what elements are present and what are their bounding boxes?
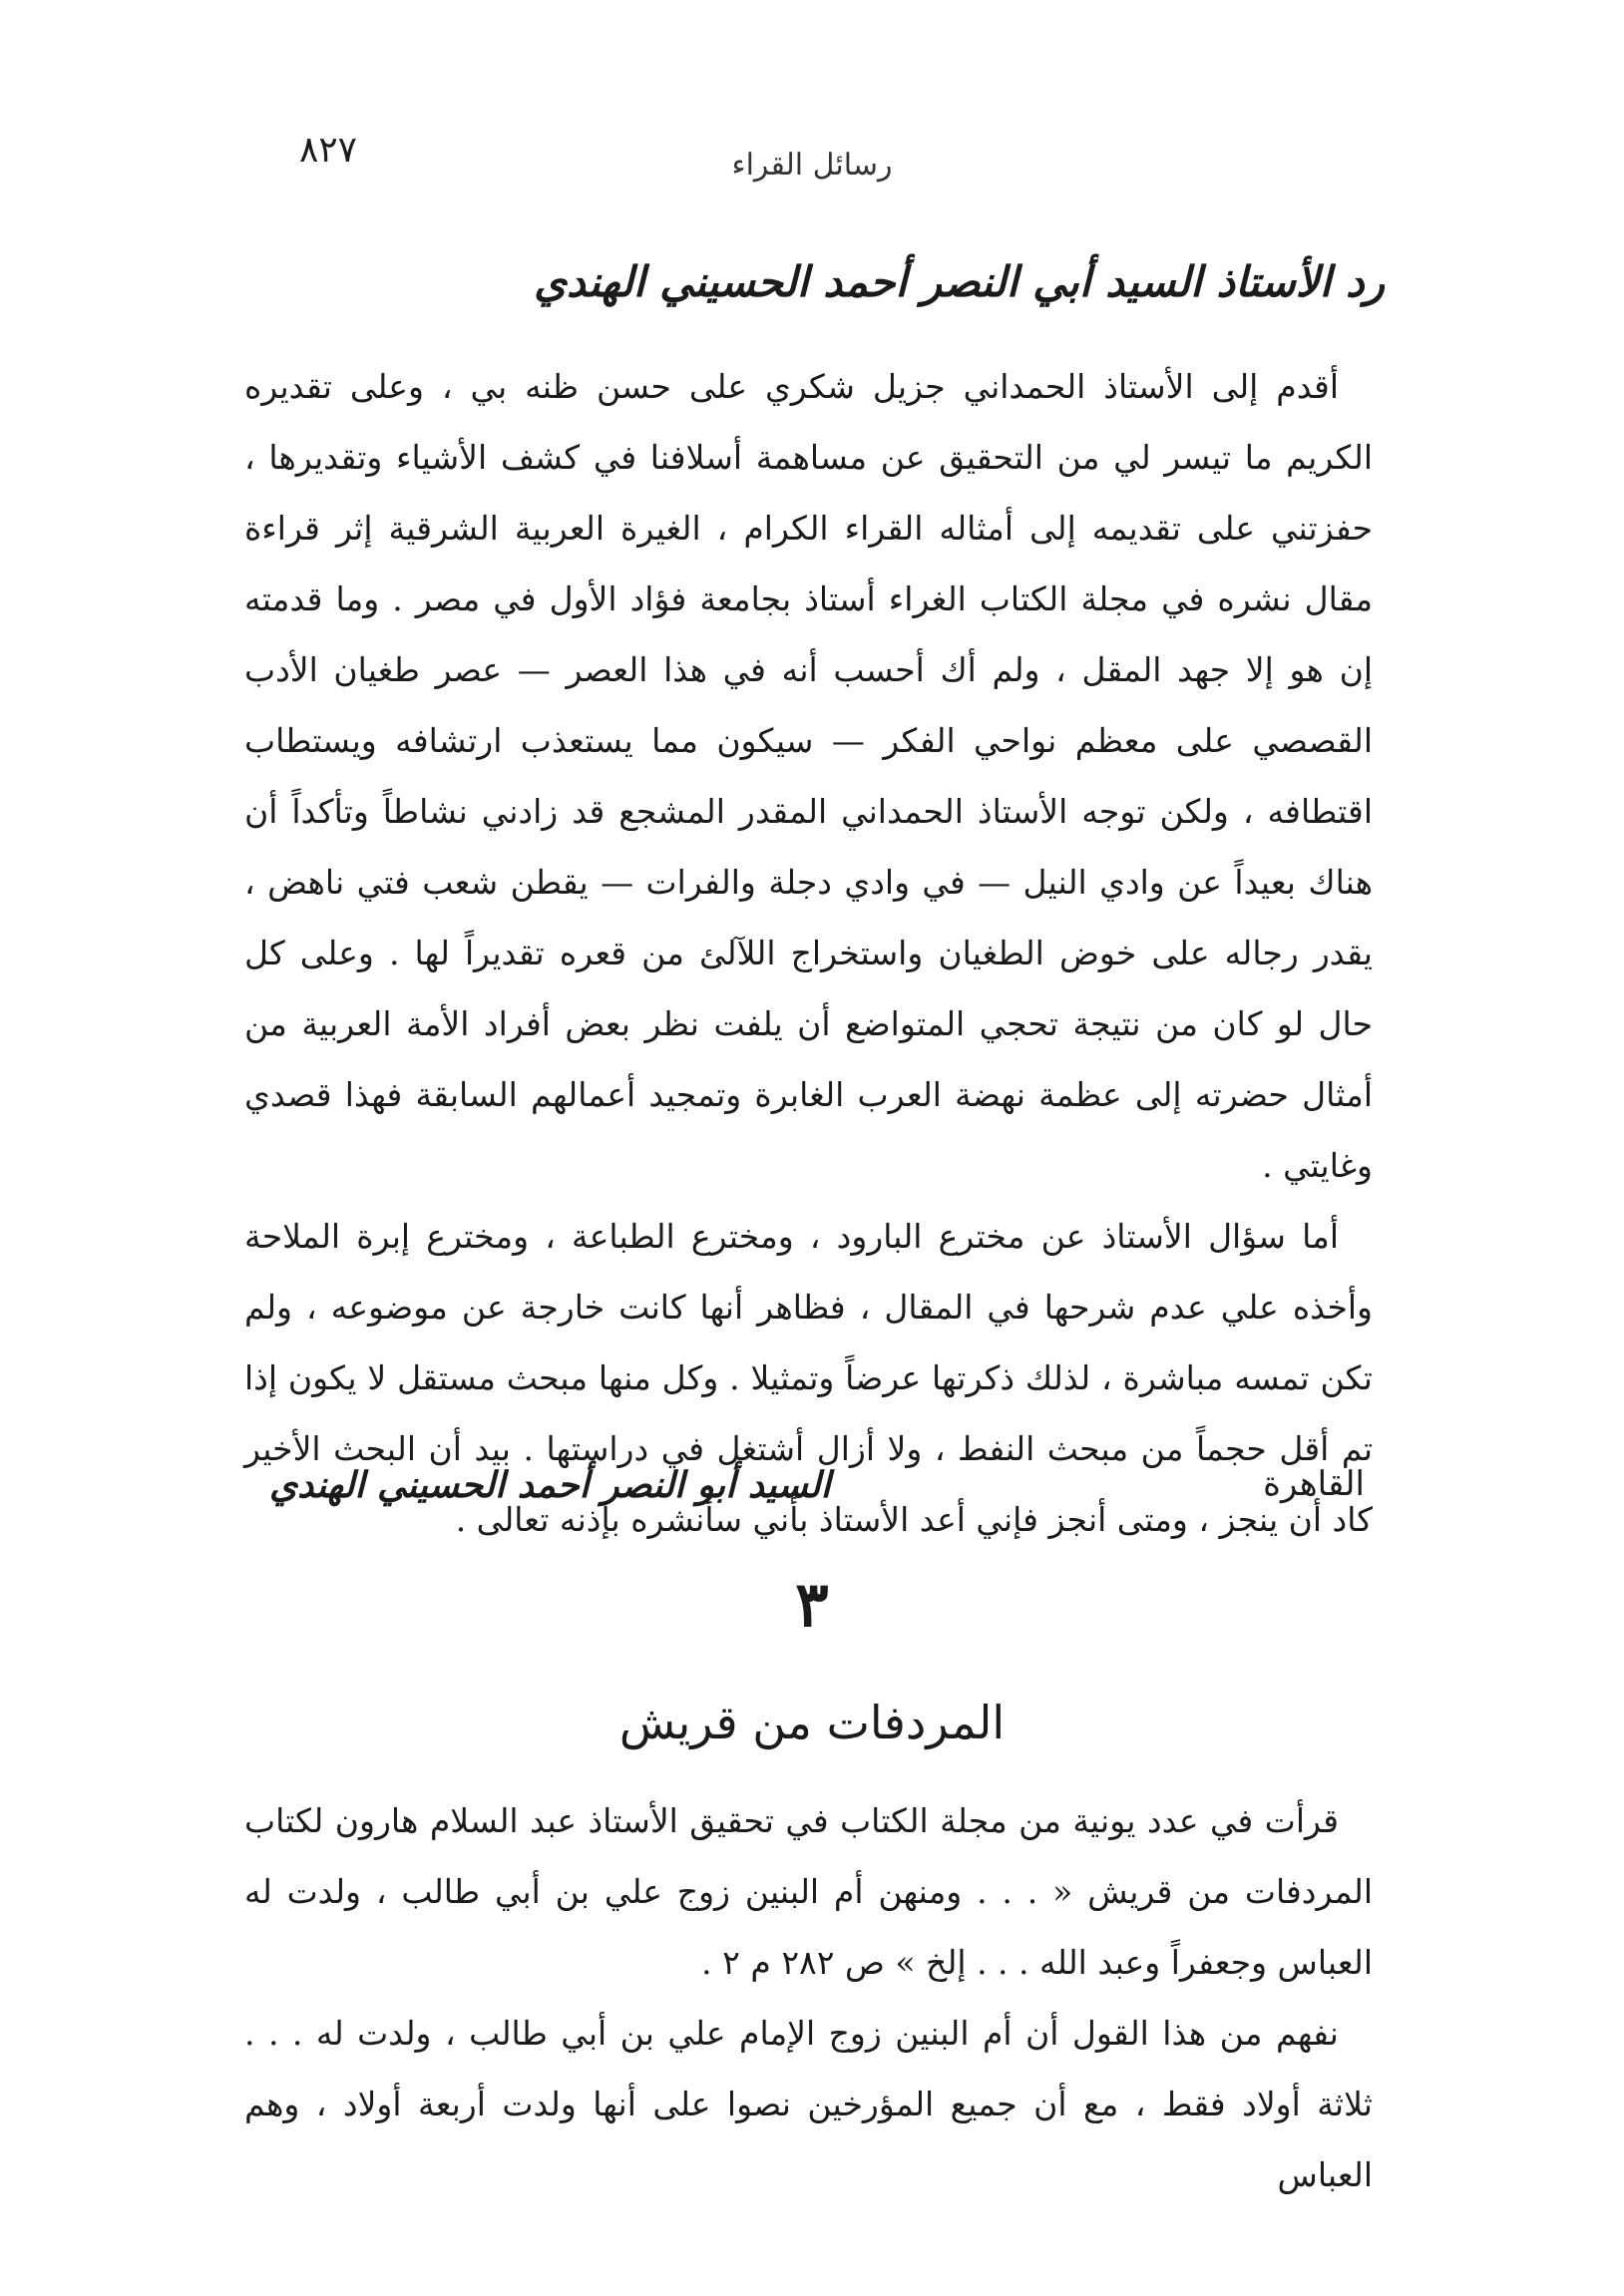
article-body	[244, 1785, 1373, 2210]
page-number: ٨٢٧	[299, 130, 358, 171]
article-title: المردفات من قريش	[618, 1696, 1006, 1749]
reply-paragraph-2: أما سؤال الأستاذ عن مخترع البارود ، ومخترع الطباعة ، ومخترع إبرة الملاحة وأخذه علي عدم شرحها في المقال ، فظاهر أنها كانت خارجة عن موضوعه ، ولم تكن تمسه مباشرة ، لذلك ذكرتها عرضاً وتمثيلا . وكل منها مبحث مستقل لا يكون إذا تم أقل حجماً من مبحث النفط ، ولا أزال أشتغل في دراستها . بيد أن البحث الأخير كاد أن ينجز ، ومتى أنجز فإني أعد الأستاذ بأني سأنشره بإذنه تعالى .	[244, 1217, 1373, 1539]
signature-row	[269, 1464, 1365, 1514]
signature-place: القاهرة	[1263, 1464, 1365, 1504]
article-paragraph-1: قرأت في عدد يونية من مجلة الكتاب في تحقيق الأستاذ عبد السلام هارون لكتاب المردفات من قريش « . . . ومنهن أم البنين زوج علي بن أبي طالب ، ولدت له العباس وجعفراً وعبد الله . . . إلخ » ص ٢٨٢ م ٢ .	[244, 1801, 1373, 1982]
running-title: رسائل القراء	[731, 148, 893, 183]
article-paragraph-2: نفهم من هذا القول أن أم البنين زوج الإمام علي بن أبي طالب ، ولدت له . . . ثلاثة أولاد فقط ، مع أن جميع المؤرخين نصوا على أنها ولدت أربعة أولاد ، وهم العباس	[244, 2014, 1373, 2194]
reply-body	[244, 351, 1373, 1555]
signature-name: السيد أبو النصر أحمد الحسيني الهندي	[269, 1464, 831, 1506]
article-number: ٣	[795, 1568, 829, 1641]
reply-paragraph-1: أقدم إلى الأستاذ الحمداني جزيل شكري على حسن ظنه بي ، وعلى تقديره الكريم ما تيسر لي من التحقيق عن مساهمة أسلافنا في كشف الأشياء وتقديرها ، حفزتني على تقديمه إلى أمثاله القراء الكرام ، الغيرة العربية الشرقية إثر قراءة مقال نشره في مجلة الكتاب الغراء أستاذ بجامعة فؤاد الأول في مصر . وما قدمته إن هو إلا جهد المقل ، ولم أك أحسب أنه في هذا العصر — عصر طغيان الأدب القصصي على معظم نواحي الفكر — سيكون مما يستعذب ارتشافه ويستطاب اقتطافه ، ولكن توجه الأستاذ الحمداني المقدر المشجع قد زادني نشاطاً وتأكداً أن هناك بعيداً عن وادي النيل — في وادي دجلة والفرات — يقطن شعب فتي ناهض ، يقدر رجاله على خوض الطغيان واستخراج اللآلئ من قعره تقديراً لها . وعلى كل حال لو كان من نتيجة تحجي المتواضع أن يلفت نظر بعض أفراد الأمة العربية من أمثال حضرته إلى عظمة نهضة العرب الغابرة وتمجيد أعمالهم السابقة فهذا قصدي وغايتي .	[244, 367, 1373, 1185]
reply-heading: رد الأستاذ السيد أبي النصر أحمد الحسيني الهندي	[534, 257, 1385, 306]
